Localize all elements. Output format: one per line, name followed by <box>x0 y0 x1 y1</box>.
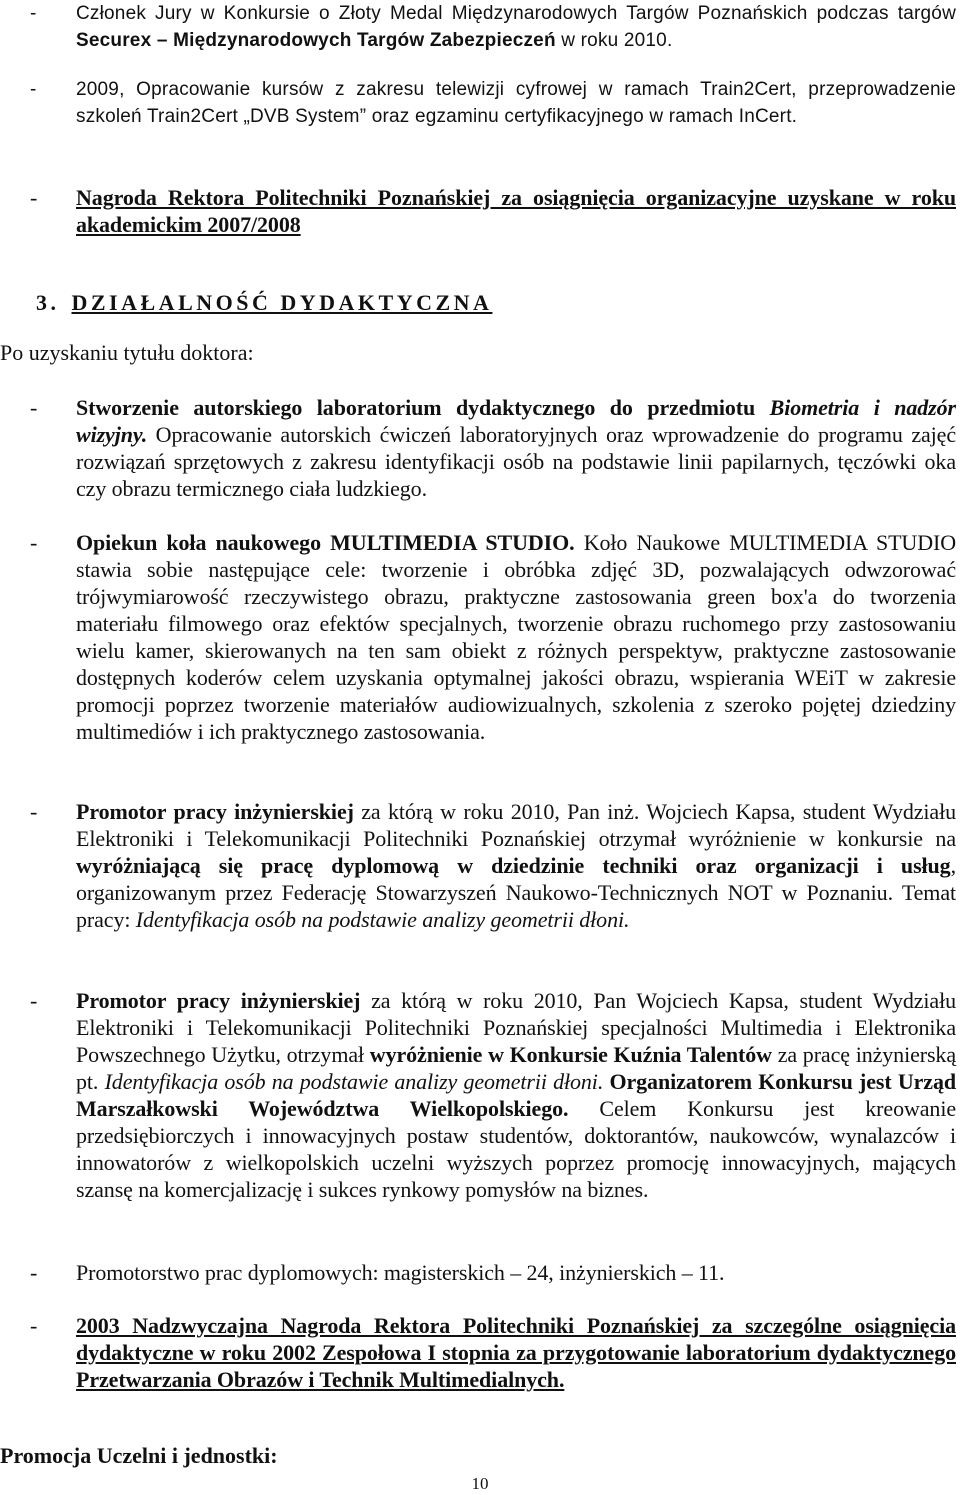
list-item <box>30 394 956 502</box>
list-marker: - <box>30 799 38 824</box>
list-item <box>30 798 956 933</box>
item-text: Stworzenie autorskiego laboratorium dydaktycznego do przedmiotu Biometria i nadzór wizyjny. Opracowanie autorskich ćwiczeń laboratoryjnych oraz wprowadzenie do programu zajęć rozwiązań sprzętowych z zakresu identyfikacji osób na podstawie linii papilarnych, tęczówki oka czy obrazu termicznego ciała ludzkiego. <box>76 395 956 501</box>
list-item <box>30 76 956 130</box>
list-item <box>30 1259 956 1286</box>
list-item <box>30 0 956 54</box>
list-marker: - <box>30 395 38 420</box>
item-text: 2003 Nadzwyczajna Nagroda Rektora Politechniki Poznańskiej za szczególne osiągnięcia dydaktyczne w roku 2002 Zespołowa I stopnia za przygotowanie laboratorium dydaktycznego Przetwarzania Obrazów i Technik Multimedialnych. <box>76 1313 956 1392</box>
item-text: Członek Jury w Konkursie o Złoty Medal Międzynarodowych Targów Poznańskich podczas targów Securex – Międzynarodowych Targów Zabezpieczeń w roku 2010. <box>76 3 956 51</box>
list-marker: - <box>30 530 38 555</box>
subsection-heading: Promocja Uczelni i jednostki: <box>0 1443 278 1468</box>
section-number: 3. <box>36 290 60 315</box>
item-text: Opiekun koła naukowego MULTIMEDIA STUDIO. Koło Naukowe MULTIMEDIA STUDIO stawia sobie następujące cele: tworzenie i obróbka zdjęć 3D, pozwalających odwzorować trójwymiarowość rzeczywistego obrazu, praktyczne zastosowania green box'a do tworzenia materiału filmowego oraz efektów specjalnych, tworzenie obrazu ruchomego przy zastosowaniu wielu kamer, skierowanych na ten sam obiekt z różnych perspektyw, praktyczne zastosowanie dostępnych koderów celem uzyskania optymalnej jakości obrazu, wspierania WEiT w zakresie promocji poprzez tworzenie materiałów audiowizualnych, szkolenia z szeroko pojętej dziedziny multimediów i ich praktycznego zastosowania. <box>76 530 957 744</box>
item-text: Promotorstwo prac dyplomowych: magisterskich – 24, inżynierskich – 11. <box>76 1260 725 1285</box>
item-text: Promotor pracy inżynierskiej za którą w roku 2010, Pan inż. Wojciech Kapsa, student Wydziału Elektroniki i Telekomunikacji Politechniki Poznańskiej otrzymał wyróżnienie w konkursie na wyróżniającą się pracę dyplomową w dziedzinie techniki oraz organizacji i usług, organizowanym przez Federację Stowarzyszeń Naukowo-Technicznych NOT w Poznaniu. Temat pracy: Identyfikacja osób na podstawie analizy geometrii dłoni. <box>76 799 956 932</box>
list-item <box>30 184 956 238</box>
section-title: DZIAŁALNOŚĆ DYDAKTYCZNA <box>71 290 493 315</box>
list-item <box>30 987 956 1203</box>
page-number: 10 <box>471 1474 489 1493</box>
list-marker: - <box>30 988 38 1013</box>
list-marker: - <box>30 1260 38 1285</box>
item-text: Promotor pracy inżynierskiej za którą w roku 2010, Pan Wojciech Kapsa, student Wydziału Elektroniki i Telekomunikacji Politechniki Poznańskiej specjalności Multimedia i Elektronika Powszechnego Użytku, otrzymał wyróżnienie w Konkursie Kuźnia Talentów za pracę inżynierską pt. Identyfikacja osób na podstawie analizy geometrii dłoni. Organizatorem Konkursu jest Urząd Marszałkowski Województwa Wielkopolskiego. Celem Konkursu jest kreowanie przedsiębiorczych i innowacyjnych postaw studentów, doktorantów, naukowców, wynalazców i innowatorów z wielkopolskich uczelni wyższych poprzez promocję innowacyjnych, mających szansę na komercjalizację i sukces rynkowy pomysłów na biznes. <box>76 988 957 1202</box>
list-marker: - <box>30 1313 38 1338</box>
section-heading <box>36 290 492 316</box>
list-item <box>30 529 956 745</box>
list-marker: - <box>30 185 38 210</box>
intro-text: Po uzyskaniu tytułu doktora: <box>0 340 254 365</box>
list-item <box>30 1312 956 1393</box>
item-text: Nagroda Rektora Politechniki Poznańskiej za osiągnięcia organizacyjne uzyskane w roku akademickim 2007/2008 <box>76 185 956 237</box>
list-marker: - <box>30 3 37 24</box>
list-marker: - <box>30 79 37 100</box>
item-text: 2009, Opracowanie kursów z zakresu telewizji cyfrowej w ramach Train2Cert, przeprowadzenie szkoleń Train2Cert „DVB System” oraz egzaminu certyfikacyjnego w ramach InCert. <box>76 79 956 127</box>
